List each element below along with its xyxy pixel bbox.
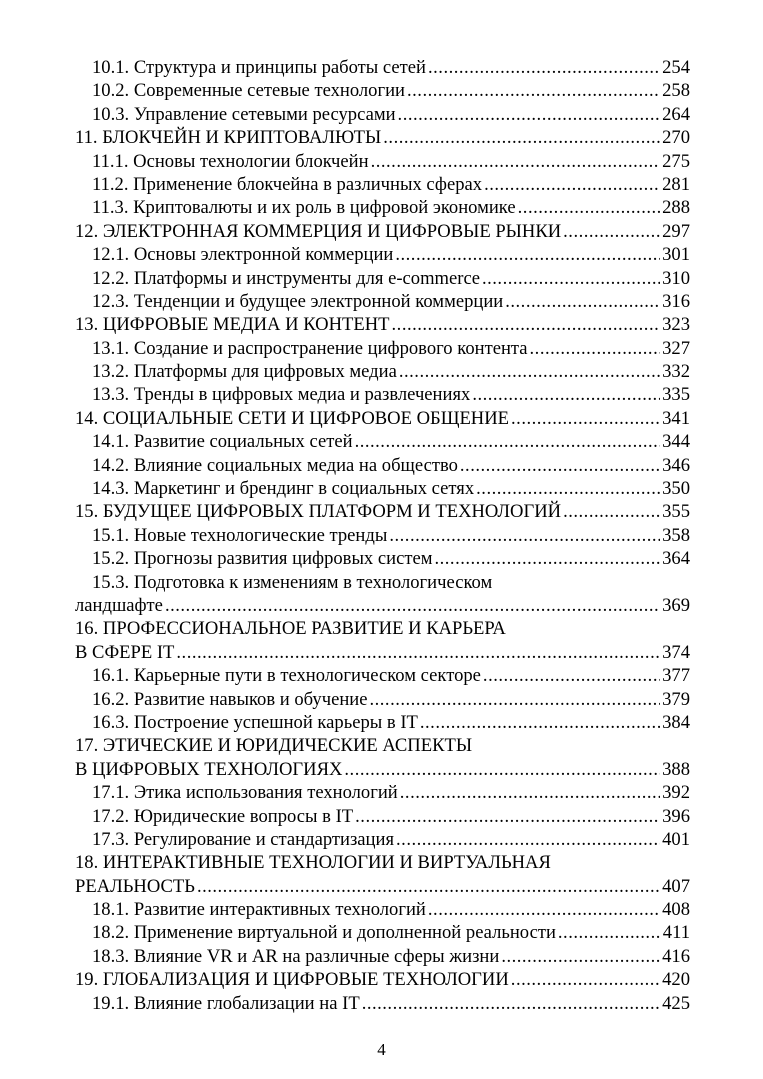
toc-entry-15-2[interactable]	[75, 547, 690, 570]
toc-entry-11-2[interactable]	[75, 173, 690, 196]
toc-entry-title: 14.1. Развитие социальных сетей	[92, 431, 353, 453]
toc-entry-16-1[interactable]	[75, 664, 690, 687]
toc-entry-page: 377	[662, 665, 690, 687]
toc-chapter-15[interactable]	[75, 500, 690, 523]
toc-entry-page: 396	[662, 805, 690, 827]
toc-entry-title: 12. ЭЛЕКТРОННАЯ КОММЕРЦИЯ И ЦИФРОВЫЕ РЫНКИ	[75, 220, 562, 242]
toc-entry-14-1[interactable]	[75, 430, 690, 453]
toc-entry-page: 341	[662, 407, 690, 429]
toc-leader-dots	[395, 243, 660, 266]
toc-entry-title: 17.2. Юридические вопросы в IT	[92, 805, 354, 827]
toc-entry-page: 270	[662, 127, 690, 149]
toc-entry-title: 14.2. Влияние социальных медиа на общество	[92, 454, 458, 476]
toc-entry-page: 416	[662, 945, 690, 967]
toc-leader-dots	[165, 594, 660, 617]
toc-leader-dots	[369, 688, 660, 711]
toc-entry-page: 392	[662, 782, 690, 804]
toc-leader-dots	[505, 290, 660, 313]
toc-leader-dots	[476, 477, 660, 500]
toc-entry-12-2[interactable]	[75, 267, 690, 290]
toc-entry-page: 332	[662, 361, 690, 383]
toc-entry-page: 379	[662, 688, 690, 710]
toc-entry-title: 18.2. Применение виртуальной и дополненной реальности	[92, 922, 556, 944]
toc-leader-dots	[420, 711, 660, 734]
toc-entry-page: 350	[662, 478, 690, 500]
toc-entry-title: 19. ГЛОБАЛИЗАЦИЯ И ЦИФРОВЫЕ ТЕХНОЛОГИИ	[75, 969, 509, 991]
toc-chapter-16[interactable]	[75, 617, 690, 664]
toc-entry-title: 17.3. Регулирование и стандартизация	[92, 828, 395, 850]
table-of-contents	[75, 56, 690, 1015]
toc-entry-title-line1: 15.3. Подготовка к изменениям в технологическом	[92, 571, 493, 593]
toc-entry-page: 358	[662, 524, 690, 546]
toc-chapter-19[interactable]	[75, 968, 690, 991]
toc-entry-page: 254	[662, 57, 690, 78]
toc-entry-page: 384	[662, 711, 690, 733]
toc-entry-18-1[interactable]	[75, 898, 690, 921]
toc-entry-title: 11.2. Применение блокчейна в различных сферах	[92, 173, 483, 195]
toc-leader-dots	[484, 173, 660, 196]
toc-leader-dots	[472, 383, 660, 406]
toc-entry-title: 15. БУДУЩЕЕ ЦИФРОВЫХ ПЛАТФОРМ И ТЕХНОЛОГИЙ	[75, 501, 562, 523]
toc-leader-dots	[362, 992, 660, 1015]
toc-leader-dots	[511, 968, 660, 991]
toc-leader-dots	[344, 758, 660, 781]
toc-leader-dots	[563, 220, 660, 243]
toc-entry-page: 264	[662, 103, 690, 125]
toc-leader-dots	[371, 150, 661, 173]
page-number: 4	[377, 1040, 386, 1059]
toc-leader-dots	[396, 828, 660, 851]
toc-entry-page: 420	[662, 969, 690, 991]
toc-entry-page: 281	[662, 173, 690, 195]
toc-entry-title-line2: В ЦИФРОВЫХ ТЕХНОЛОГИЯХ	[75, 758, 343, 780]
toc-entry-title-line1: 17. ЭТИЧЕСКИЕ И ЮРИДИЧЕСКИЕ АСПЕКТЫ	[75, 735, 473, 757]
toc-entry-page: 401	[662, 828, 690, 850]
toc-entry-title: 10.1. Структура и принципы работы сетей	[92, 57, 426, 78]
toc-entry-page: 346	[662, 454, 690, 476]
toc-entry-page: 374	[662, 641, 690, 663]
toc-entry-title: 13.1. Создание и распространение цифрового контента	[92, 337, 528, 359]
toc-entry-page: 258	[662, 80, 690, 102]
toc-entry-title: 10.3. Управление сетевыми ресурсами	[92, 103, 396, 125]
toc-entry-title: 12.2. Платформы и инструменты для e-commerce	[92, 267, 480, 289]
toc-entry-page: 355	[662, 501, 690, 523]
toc-entry-page: 388	[662, 758, 690, 780]
toc-chapter-18[interactable]	[75, 851, 690, 898]
toc-entry-title: 18.3. Влияние VR и AR на различные сферы жизни	[92, 945, 500, 967]
toc-entry-17-1[interactable]	[75, 781, 690, 804]
toc-leader-dots	[400, 781, 660, 804]
toc-leader-dots	[407, 79, 660, 102]
toc-entry-page: 327	[662, 337, 690, 359]
toc-entry-title-line1: 18. ИНТЕРАКТИВНЫЕ ТЕХНОЛОГИИ И ВИРТУАЛЬНАЯ	[75, 852, 551, 874]
toc-chapter-13[interactable]	[75, 313, 690, 336]
toc-entry-title: 14. СОЦИАЛЬНЫЕ СЕТИ И ЦИФРОВОЕ ОБЩЕНИЕ	[75, 407, 510, 429]
toc-entry-title: 16.3. Построение успешной карьеры в IT	[92, 711, 418, 733]
toc-chapter-11[interactable]	[75, 126, 690, 149]
toc-chapter-14[interactable]	[75, 407, 690, 430]
toc-leader-dots	[460, 454, 660, 477]
toc-entry-page: 310	[662, 267, 690, 289]
toc-entry-16-3[interactable]	[75, 711, 690, 734]
toc-entry-title: 15.2. Прогнозы развития цифровых систем	[92, 548, 433, 570]
toc-entry-15-1[interactable]	[75, 524, 690, 547]
toc-entry-page: 275	[662, 150, 690, 172]
toc-leader-dots	[176, 641, 660, 664]
toc-entry-title-line2: ландшафте	[75, 594, 163, 616]
toc-leader-dots	[389, 524, 660, 547]
toc-entry-title: 13.3. Тренды в цифровых медиа и развлечениях	[92, 384, 471, 406]
toc-entry-page: 425	[662, 992, 690, 1014]
toc-entry-title: 14.3. Маркетинг и брендинг в социальных сетях	[92, 478, 475, 500]
toc-entry-11-3[interactable]	[75, 196, 690, 219]
toc-leader-dots	[518, 196, 660, 219]
toc-entry-page: 323	[662, 314, 690, 336]
toc-entry-page: 297	[662, 220, 690, 242]
toc-entry-page: 335	[662, 384, 690, 406]
toc-entry-page: 369	[662, 594, 690, 616]
toc-entry-title: 11. БЛОКЧЕЙН И КРИПТОВАЛЮТЫ	[75, 127, 382, 149]
toc-leader-dots	[392, 313, 661, 336]
toc-entry-title: 13. ЦИФРОВЫЕ МЕДИА И КОНТЕНТ	[75, 314, 390, 336]
toc-entry-page: 288	[662, 197, 690, 219]
toc-leader-dots	[563, 500, 660, 523]
toc-leader-dots	[530, 337, 661, 360]
toc-entry-16-2[interactable]	[75, 688, 690, 711]
toc-chapter-12[interactable]	[75, 220, 690, 243]
toc-entry-page: 301	[662, 244, 690, 266]
toc-leader-dots	[355, 805, 660, 828]
toc-entry-17-3[interactable]	[75, 828, 690, 851]
toc-entry-title: 11.3. Криптовалюты и их роль в цифровой экономике	[92, 197, 516, 219]
toc-entry-title: 13.2. Платформы для цифровых медиа	[92, 361, 397, 383]
toc-entry-page: 344	[662, 431, 690, 453]
toc-entry-page: 411	[662, 922, 690, 944]
toc-entry-title-line2: В СФЕРЕ IT	[75, 641, 175, 663]
toc-leader-dots	[558, 921, 661, 944]
toc-entry-13-1[interactable]	[75, 337, 690, 360]
toc-entry-18-2[interactable]	[75, 921, 690, 944]
toc-leader-dots	[428, 898, 660, 921]
toc-entry-title: 11.1. Основы технологии блокчейн	[92, 150, 369, 172]
toc-entry-title: 12.1. Основы электронной коммерции	[92, 244, 394, 266]
toc-leader-dots	[399, 360, 660, 383]
toc-leader-dots	[428, 56, 660, 79]
toc-entry-title-line1: 16. ПРОФЕССИОНАЛЬНОЕ РАЗВИТИЕ И КАРЬЕРА	[75, 618, 506, 640]
toc-entry-18-3[interactable]	[75, 945, 690, 968]
toc-entry-title: 12.3. Тенденции и будущее электронной коммерции	[92, 290, 504, 312]
toc-entry-10-1[interactable]	[75, 56, 690, 79]
toc-entry-title: 15.1. Новые технологические тренды	[92, 524, 388, 546]
toc-entry-14-3[interactable]	[75, 477, 690, 500]
toc-entry-page: 364	[662, 548, 690, 570]
toc-entry-19-1[interactable]	[75, 992, 690, 1015]
toc-entry-title: 10.2. Современные сетевые технологии	[92, 80, 405, 102]
toc-entry-13-3[interactable]	[75, 383, 690, 406]
toc-leader-dots	[197, 875, 660, 898]
toc-entry-12-3[interactable]	[75, 290, 690, 313]
toc-leader-dots	[355, 430, 661, 453]
toc-entry-title: 19.1. Влияние глобализации на IT	[92, 992, 360, 1014]
toc-leader-dots	[511, 407, 660, 430]
toc-entry-10-3[interactable]	[75, 103, 690, 126]
toc-entry-page: 316	[662, 290, 690, 312]
toc-entry-title-line2: РЕАЛЬНОСТЬ	[75, 875, 195, 897]
toc-entry-11-1[interactable]	[75, 150, 690, 173]
toc-leader-dots	[483, 664, 660, 687]
toc-leader-dots	[482, 267, 660, 290]
toc-entry-title: 16.1. Карьерные пути в технологическом секторе	[92, 665, 481, 687]
toc-entry-page: 407	[662, 875, 690, 897]
toc-entry-10-2[interactable]	[75, 79, 690, 102]
toc-entry-17-2[interactable]	[75, 805, 690, 828]
toc-entry-title: 17.1. Этика использования технологий	[92, 782, 398, 804]
toc-entry-page: 408	[662, 899, 690, 921]
toc-leader-dots	[434, 547, 660, 570]
toc-entry-14-2[interactable]	[75, 454, 690, 477]
toc-entry-title: 18.1. Развитие интерактивных технологий	[92, 899, 426, 921]
toc-entry-13-2[interactable]	[75, 360, 690, 383]
toc-leader-dots	[383, 126, 660, 149]
toc-entry-15-3[interactable]	[75, 571, 690, 618]
toc-chapter-17[interactable]	[75, 734, 690, 781]
toc-entry-title: 16.2. Развитие навыков и обучение	[92, 688, 368, 710]
toc-entry-12-1[interactable]	[75, 243, 690, 266]
toc-leader-dots	[501, 945, 660, 968]
toc-leader-dots	[398, 103, 661, 126]
